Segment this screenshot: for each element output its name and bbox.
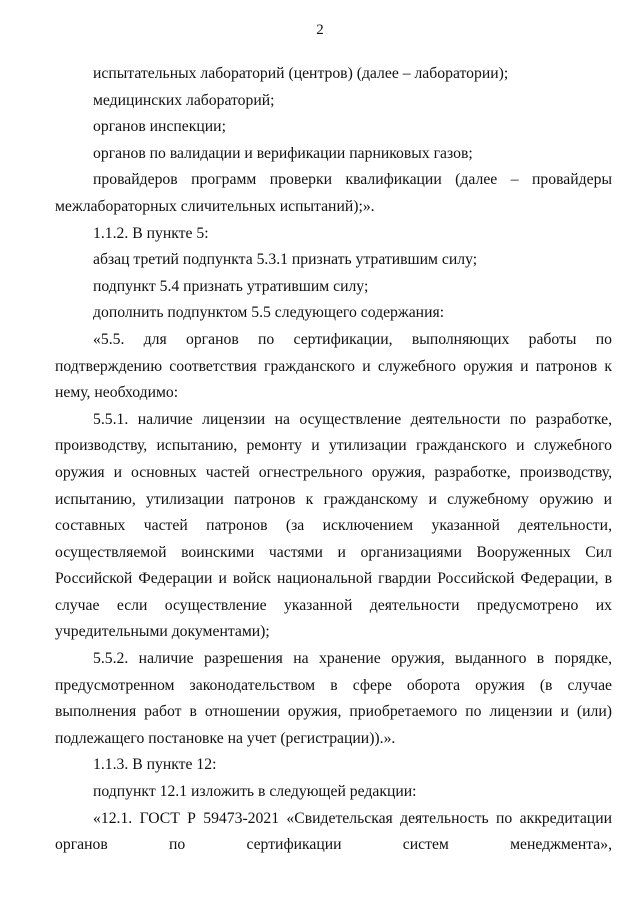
paragraph: 5.5.1. наличие лицензии на осуществление деятельности по разработке, производству, испытанию, ремонту и утилизации гражданского и служебного оружия и основных частей огнестрельного оружия, разработке, производству, испытанию, утилизации патронов к гражданскому и служебному оружию и составных частей патронов (за исключением указанной деятельности, осуществляемой воинскими частями и организациями Вооруженных Сил Российской Федерации и войск национальной гвардии Российской Федерации, в случае если осуществление указанной деятельности предусмотрено их учредительными документами); [55, 410, 612, 641]
paragraph: органов по валидации и верификации парниковых газов; [93, 144, 473, 162]
paragraph: «5.5. для органов по сертификации, выполняющих работы по подтверждению соответствия гражданского и служебного оружия и патронов к нему, необходимо: [55, 330, 612, 402]
paragraph: органов инспекции; [93, 118, 226, 136]
paragraph: 5.5.2. наличие разрешения на хранение оружия, выданного в порядке, предусмотренном законодательством в сфере оборота оружия (в случае выполнения работ в отношении оружия, приобретаемого по лицензии и (или) подлежащего постановке на учет (регистрации)).». [55, 650, 612, 747]
paragraph: 1.1.2. В пункте 5: [93, 224, 209, 242]
paragraph: «12.1. ГОСТ Р 59473-2021 «Свидетельская деятельность по аккредитации органов по сертификации систем менеджмента», [55, 809, 612, 854]
paragraph: подпункт 12.1 изложить в следующей редакции: [93, 783, 417, 801]
paragraph: провайдеров программ проверки квалификации (далее – провайдеры межлабораторных сличительных испытаний);». [55, 171, 612, 215]
paragraph: медицинских лабораторий; [93, 91, 275, 109]
paragraph: подпункт 5.4 признать утратившим силу; [93, 277, 369, 295]
paragraph: испытательных лабораторий (центров) (далее – лаборатории); [93, 65, 509, 82]
paragraph: дополнить подпунктом 5.5 следующего содержания: [93, 304, 445, 322]
paragraph: абзац третий подпункта 5.3.1 признать утратившим силу; [93, 251, 478, 269]
page-number: 2 [316, 22, 324, 38]
document-body [55, 61, 612, 859]
paragraph: 1.1.3. В пункте 12: [93, 756, 217, 774]
